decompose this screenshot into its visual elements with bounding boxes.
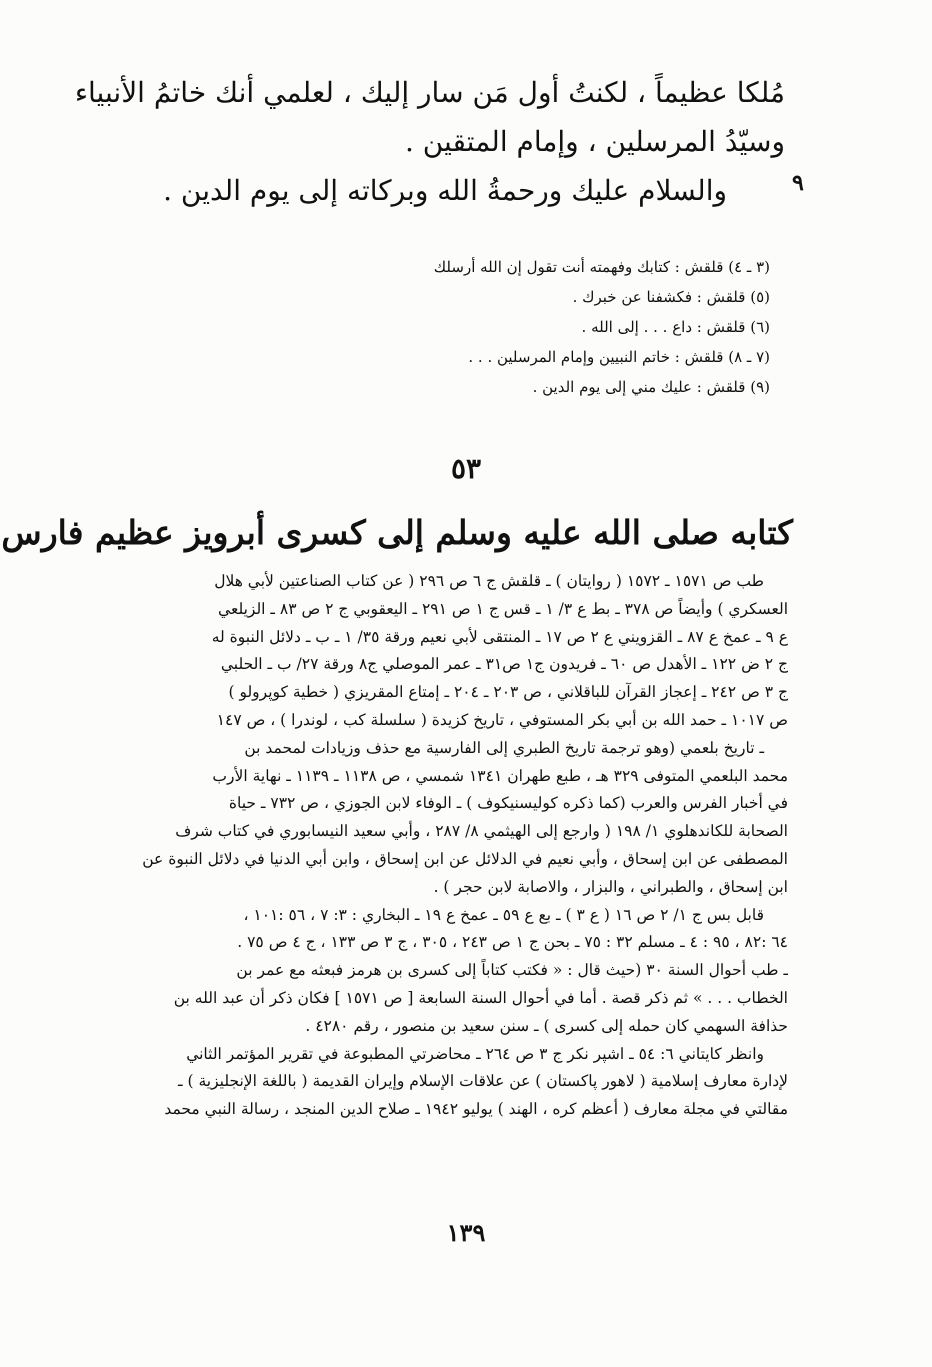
reference-line: الصحابة للكاندهلوي ١/ ١٩٨ ( وارجع إلى الهيثمي ٨/ ٢٨٧ ، وأبي سعيد النيسابوري في كتاب شرف (175, 822, 788, 841)
reference-line: محمد البلعمي المتوفى ٣٢٩ هـ ، طبع طهران ١٣٤١ شمسي ، ص ١١٣٨ ـ ١١٣٩ ـ نهاية الأرب (212, 766, 788, 785)
text-line: وسيّدُ المرسلين ، وإمام المتقين . (404, 125, 785, 158)
reference-line: ج ٢ ض ١٢٢ ـ الأهدل ص ٦٠ ـ فريدون ج١ ص٣١ ـ عمر الموصلي ج٨ ورقة ٢٧/ ب ـ الحلبي (220, 655, 788, 674)
reference-line: ع ٩ ـ عمخ ع ٨٧ ـ القزويني ع ٢ ص ١٧ ـ المنتقى لأبي نعيم ورقة ٣٥/ ١ ـ ب ـ دلائل النبوة له (211, 627, 788, 646)
reference-line: ٦٤ :٨٢ ، ٩٥ : ٤ ـ مسلم ٣٢ : ٧٥ ـ بحن ج ١ ص ٢٤٣ ، ٣٠٥ ، ج ٣ ص ١٣٣ ، ج ٤ ص ٧٥ . (237, 933, 788, 952)
footnote: (٩) قلقش : عليك مني إلى يوم الدين . (532, 378, 770, 396)
reference-line: وانظر كايتاني ٦: ٥٤ ـ اشپر نكر ج ٣ ص ٢٦٤ ـ محاضرتي المطبوعة في تقرير المؤتمر الثاني (186, 1044, 764, 1063)
reference-line: طب ص ١٥٧١ ـ ١٥٧٢ ( روايتان ) ـ قلقش ج ٦ ص ٢٩٦ ( عن كتاب الصناعتين لأبي هلال (214, 572, 764, 590)
reference-line: ابن إسحاق ، والطبراني ، والبزار ، والاصابة لابن حجر ) . (433, 877, 788, 896)
reference-line: الخطاب . . . » ثم ذكر قصة . أما في أحوال السنة السابعة [ ص ١٥٧١ ] فكان ذكر أن عبد الله بن (173, 988, 788, 1007)
footnotes (300, 252, 770, 402)
footnote: (٥) قلقش : فكشفنا عن خبرك . (572, 288, 770, 306)
letter-number: ٥٣ (450, 452, 482, 485)
reference-line: ـ تاريخ بلعمي (وهو ترجمة تاريخ الطبري إلى الفارسية مع حذف وزيادات لمحمد بن (244, 738, 764, 757)
reference-line: ـ طب أحوال السنة ٣٠ (حيث قال : « فكتب كتاباً إلى كسرى بن هرمز فبعثه مع عمر بن (236, 961, 788, 980)
reference-line: قابل بس ج ١/ ٢ ص ١٦ ( ع ٣ ) ـ بع ع ٥٩ ـ عمخ ع ١٩ ـ البخاري : ٣: ٧ ، ٥٦ :١٠١ ، (243, 905, 764, 924)
page-number: ١٣٩ (446, 1218, 486, 1247)
footnote: (٦) قلقش : داع . . . إلى الله . (581, 318, 770, 336)
reference-line: العسكري ) وأيضاً ص ٣٧٨ ـ بط ع ٣/ ١ ـ قس ج ١ ص ٢٩١ ـ اليعقوبي ج ٢ ص ٨٣ ـ الزيلعي (218, 599, 788, 618)
line-number: ٩ (792, 170, 804, 196)
reference-line: ج ٣ ص ٢٤٢ ـ إعجاز القرآن للباقلاني ، ص ٢٠٣ ـ ٢٠٤ ـ إمتاع المقريزي ( خطية كوپرولو ) (228, 683, 788, 702)
footnote: (٣ ـ ٤) قلقش : كتابك وفهمته أنت تقول إن الله أرسلك (433, 258, 770, 276)
reference-line: حذافة السهمي كان حمله إلى كسرى ) ـ سنن سعيد بن منصور ، رقم ٤٢٨٠ . (305, 1016, 788, 1035)
text-line: والسلام عليك ورحمةُ الله وبركاته إلى يوم الدين . (163, 174, 727, 207)
reference-line: مقالتي في مجلة معارف ( أعظم كره ، الهند ) يوليو ١٩٤٢ ـ صلاح الدين المنجد ، رسالة النبي محمد (164, 1100, 788, 1119)
reference-line: المصطفى عن ابن إسحاق ، وأبي نعيم في الدلائل عن ابن إسحاق ، وابن أبي الدنيا في دلائل النبوة عن (142, 849, 788, 868)
text-line: مُلكا عظيماً ، لكنتُ أول مَن سار إليك ، لعلمي أنك خاتمُ الأنبياء (74, 76, 785, 109)
references (128, 568, 788, 1124)
reference-line: ص ١٠١٧ ـ حمد الله بن أبي بكر المستوفي ، تاريخ كزيدة ( سلسلة كب ، لوندرا ) ، ص ١٤٧ (216, 710, 788, 729)
reference-line: في أخبار الفرس والعرب (كما ذكره كوليسنيكوف ) ـ الوفاء لابن الجوزي ، ص ٧٣٢ ـ حياة (228, 794, 788, 813)
reference-line: لإدارة معارف إسلامية ( لاهور پاكستان ) عن علاقات الإسلام وإيران القديمة ( باللغة الإنجليزية ) ـ (178, 1072, 788, 1091)
footnote: (٧ ـ ٨) قلقش : خاتم النبيين وإمام المرسلين . . . (468, 348, 770, 366)
letter-ending-text (74, 68, 785, 215)
letter-title: كتابه صلى الله عليه وسلم إلى كسرى أبرويز عظيم فارس (1, 513, 793, 552)
